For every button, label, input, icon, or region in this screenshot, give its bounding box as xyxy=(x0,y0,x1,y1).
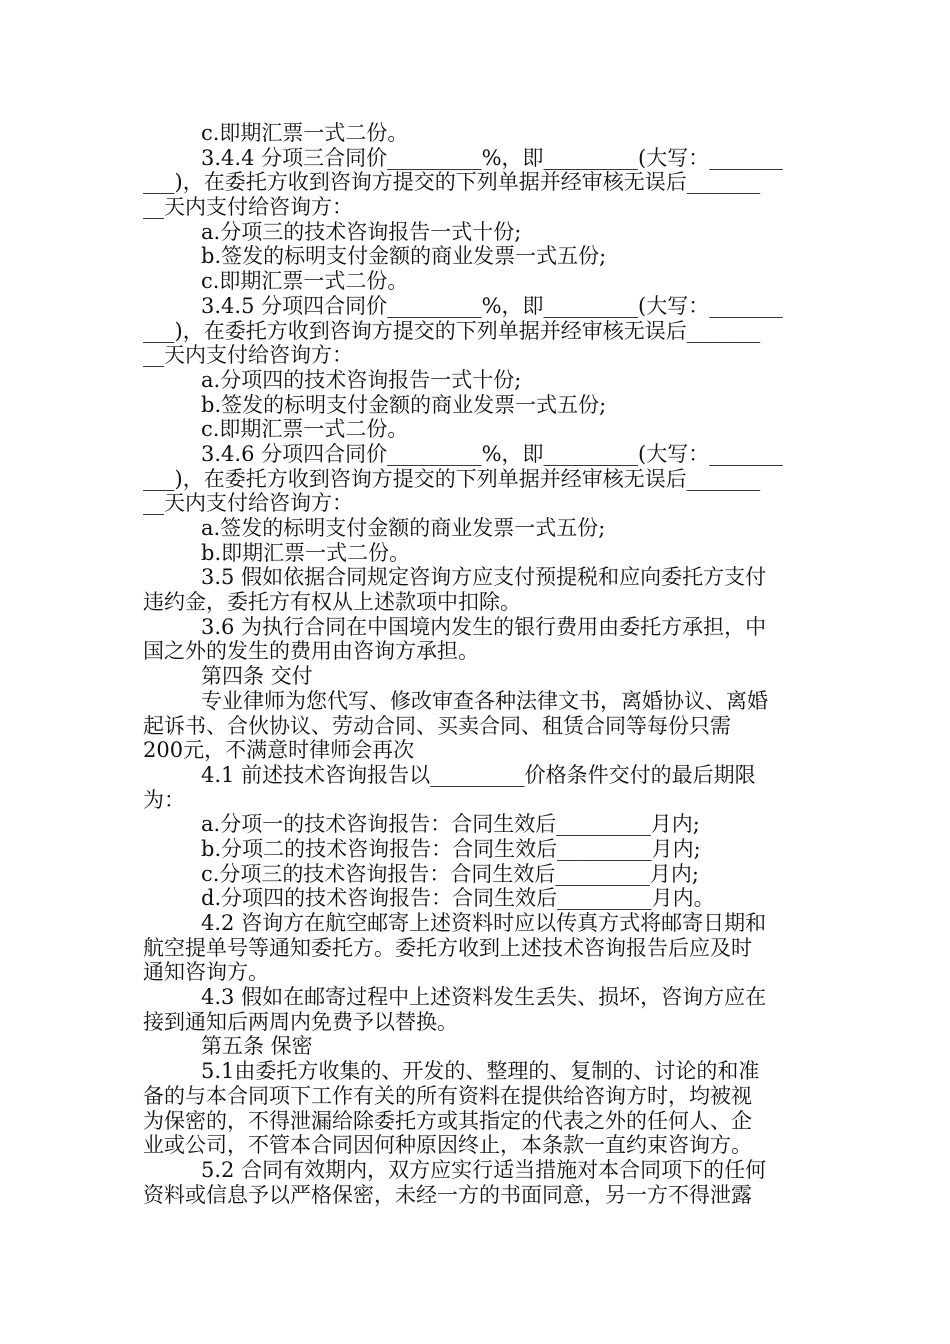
document-line: d.分项四的技术咨询报告：合同生效后_________月内。 xyxy=(201,886,715,911)
document-line: 为保密的，不得泄漏给除委托方或其指定的代表之外的任何人、企 xyxy=(143,1108,752,1133)
document-line: 5.2 合同有效期内，双方应实行适当措施对本合同项下的任何 xyxy=(201,1157,767,1182)
document-line: b.签发的标明支付金额的商业发票一式五份; xyxy=(201,392,607,417)
document-line: 3.6 为执行合同在中国境内发生的银行费用由委托方承担，中 xyxy=(201,614,767,639)
document-line: __天内支付给咨询方： xyxy=(143,491,353,516)
document-line: 5.1由委托方收集的、开发的、整理的、复制的、讨论的和准 xyxy=(201,1059,760,1084)
document-line: 国之外的发生的费用由咨询方承担。 xyxy=(143,639,479,664)
document-line: 4.2 咨询方在航空邮寄上述资料时应以传真方式将邮寄日期和 xyxy=(201,911,767,935)
document-line: a.分项四的技术咨询报告一式十份; xyxy=(201,367,522,392)
document-line: a.签发的标明支付金额的商业发票一式五份; xyxy=(201,516,606,540)
document-line: c.即期汇票一式二份。 xyxy=(201,121,409,145)
document-line: 200元，不满意时律师会再次 xyxy=(143,738,415,763)
document-line: c.分项三的技术咨询报告：合同生效后_________月内; xyxy=(201,861,700,886)
document-line: __天内支付给咨询方： xyxy=(143,343,353,368)
document-line: 资料或信息予以严格保密，未经一方的书面同意，另一方不得泄露 xyxy=(143,1182,752,1207)
document-line: ___)，在委托方收到咨询方提交的下列单据并经审核无误后_______ xyxy=(143,170,761,195)
document-line: b.分项二的技术咨询报告：合同生效后_________月内; xyxy=(201,836,701,861)
document-line: ___)，在委托方收到咨询方提交的下列单据并经审核无误后_______ xyxy=(143,318,761,343)
document-line: 3.5 假如依据合同规定咨询方应支付预提税和应向委托方支付 xyxy=(201,565,767,590)
document-line: 航空提单号等通知委托方。委托方收到上述技术咨询报告后应及时 xyxy=(143,935,752,960)
document-line: 通知咨询方。 xyxy=(143,960,269,985)
document-line: 4.1 前述技术咨询报告以_________价格条件交付的最后期限 xyxy=(201,762,756,787)
document-line: 接到通知后两周内免费予以替换。 xyxy=(143,1009,458,1034)
document-line: 第五条 保密 xyxy=(201,1034,313,1059)
document-line: ___)，在委托方收到咨询方提交的下列单据并经审核无误后_______ xyxy=(143,466,761,491)
document-line: 违约金，委托方有权从上述款项中扣除。 xyxy=(143,590,521,615)
document-line: a.分项三的技术咨询报告一式十份; xyxy=(201,219,522,244)
document-line: 3.4.6 分项四合同价_________%，即_________(大写：_______ xyxy=(201,441,783,466)
document-line: 业或公司，不管本合同因何种原因终止，本条款一直约束咨询方。 xyxy=(143,1133,752,1158)
document-line: 备的与本合同项下工作有关的所有资料在提供给咨询方时，均被视 xyxy=(143,1083,752,1108)
document-line: 为： xyxy=(143,787,185,812)
document-line: c.即期汇票一式二份。 xyxy=(201,417,409,442)
document-line: 3.4.5 分项四合同价_________%，即_________(大写：_______ xyxy=(201,293,783,318)
document-line: a.分项一的技术咨询报告：合同生效后_________月内; xyxy=(201,812,700,837)
document-line: 专业律师为您代写、修改审查各种法律文书，离婚协议、离婚 xyxy=(201,688,768,713)
document-line: b.签发的标明支付金额的商业发票一式五份; xyxy=(201,244,607,269)
document-line: 4.3 假如在邮寄过程中上述资料发生丢失、损坏，咨询方应在 xyxy=(201,985,767,1010)
document-line: 起诉书、合伙协议、劳动合同、买卖合同、租赁合同等每份只需 xyxy=(143,713,731,738)
document-line: c.即期汇票一式二份。 xyxy=(201,269,409,294)
document-line: b.即期汇票一式二份。 xyxy=(201,540,411,565)
document-line: 3.4.4 分项三合同价_________%，即_________(大写：_______ xyxy=(201,145,783,170)
document-line: __天内支付给咨询方： xyxy=(143,195,353,220)
document-line: 第四条 交付 xyxy=(201,664,313,689)
